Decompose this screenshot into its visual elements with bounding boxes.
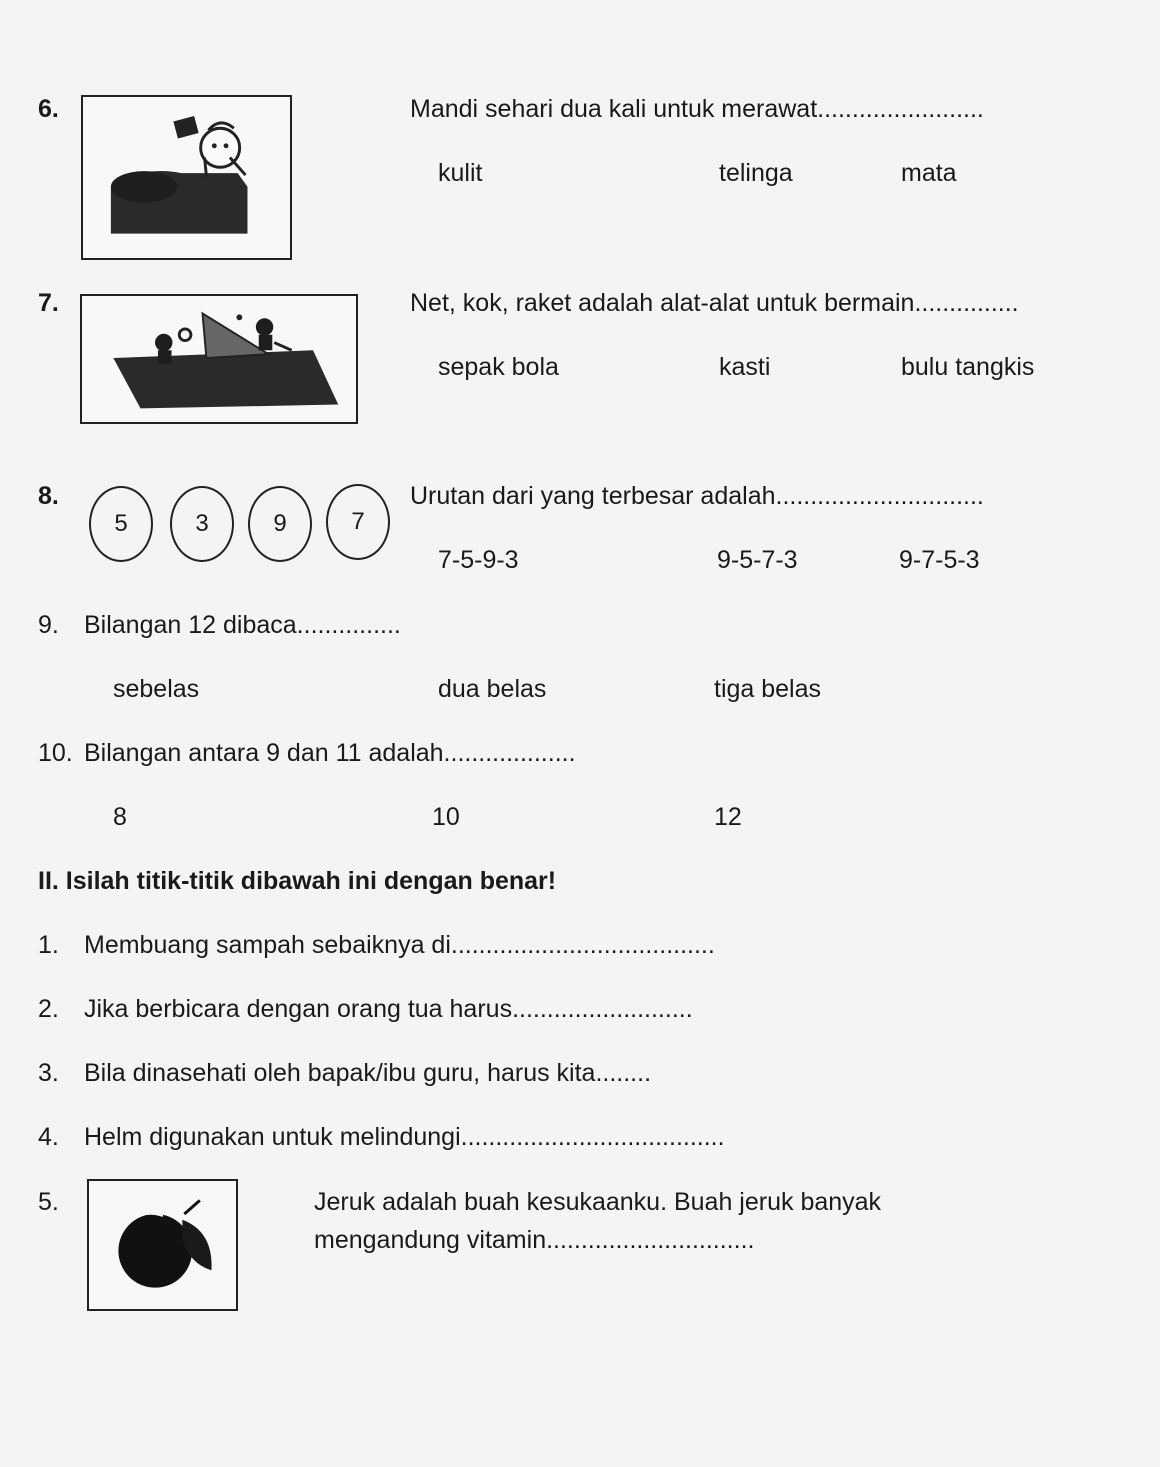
q10-option-1: 8 [113, 803, 127, 831]
s2-item2-text: Jika berbicara dengan orang tua harus.......................... [84, 995, 693, 1023]
q9-option-2: dua belas [438, 675, 547, 703]
q10-number: 10. [38, 739, 73, 767]
q8-question: Urutan dari yang terbesar adalah.............................. [410, 482, 984, 510]
q6-option-3: mata [901, 159, 957, 187]
q6-option-1: kulit [438, 159, 483, 187]
badminton-court-image [82, 296, 356, 422]
s2-item5-line2: mengandung vitamin.............................. [314, 1226, 755, 1254]
s2-item5-line1: Jeruk adalah buah kesukaanku. Buah jeruk banyak [314, 1188, 882, 1216]
q8-option-1: 7-5-9-3 [438, 546, 519, 574]
q7-question: Net, kok, raket adalah alat-alat untuk bermain............... [410, 289, 1019, 317]
s2-item1-number: 1. [38, 931, 59, 959]
q6-bathing-illustration [81, 95, 292, 260]
q8-number-circle-1: 5 [89, 486, 153, 562]
bathing-child-image [83, 97, 290, 258]
q7-option-1: sepak bola [438, 353, 559, 381]
s2-item3-text: Bila dinasehati oleh bapak/ibu guru, harus kita........ [84, 1059, 652, 1087]
s2-item4-number: 4. [38, 1123, 59, 1151]
s2-item5-number: 5. [38, 1188, 59, 1216]
q10-option-3: 12 [714, 803, 742, 831]
q8-option-3: 9-7-5-3 [899, 546, 980, 574]
q9-question: Bilangan 12 dibaca............... [84, 611, 401, 639]
q6-number: 6. [38, 95, 59, 123]
q8-number-circle-4: 7 [326, 484, 390, 560]
section2-heading: II. Isilah titik-titik dibawah ini dengan benar! [38, 867, 557, 895]
q7-option-2: kasti [719, 353, 771, 381]
q9-number: 9. [38, 611, 59, 639]
s2-item1-text: Membuang sampah sebaiknya di...................................... [84, 931, 715, 959]
q8-option-2: 9-5-7-3 [717, 546, 798, 574]
orange-fruit-illustration [87, 1179, 238, 1311]
orange-icon [89, 1181, 236, 1309]
q8-number: 8. [38, 482, 59, 510]
q8-number-circle-2: 3 [170, 486, 234, 562]
q9-option-1: sebelas [113, 675, 200, 703]
q7-option-3: bulu tangkis [901, 353, 1035, 381]
q6-question: Mandi sehari dua kali untuk merawat........................ [410, 95, 984, 123]
s2-item4-text: Helm digunakan untuk melindungi...................................... [84, 1123, 725, 1151]
q8-number-circle-3: 9 [248, 486, 312, 562]
q7-badminton-illustration [80, 294, 358, 424]
q7-number: 7. [38, 289, 59, 317]
q10-option-2: 10 [432, 803, 460, 831]
q9-option-3: tiga belas [714, 675, 822, 703]
q6-option-2: telinga [719, 159, 793, 187]
q10-question: Bilangan antara 9 dan 11 adalah................... [84, 739, 576, 767]
s2-item3-number: 3. [38, 1059, 59, 1087]
s2-item2-number: 2. [38, 995, 59, 1023]
